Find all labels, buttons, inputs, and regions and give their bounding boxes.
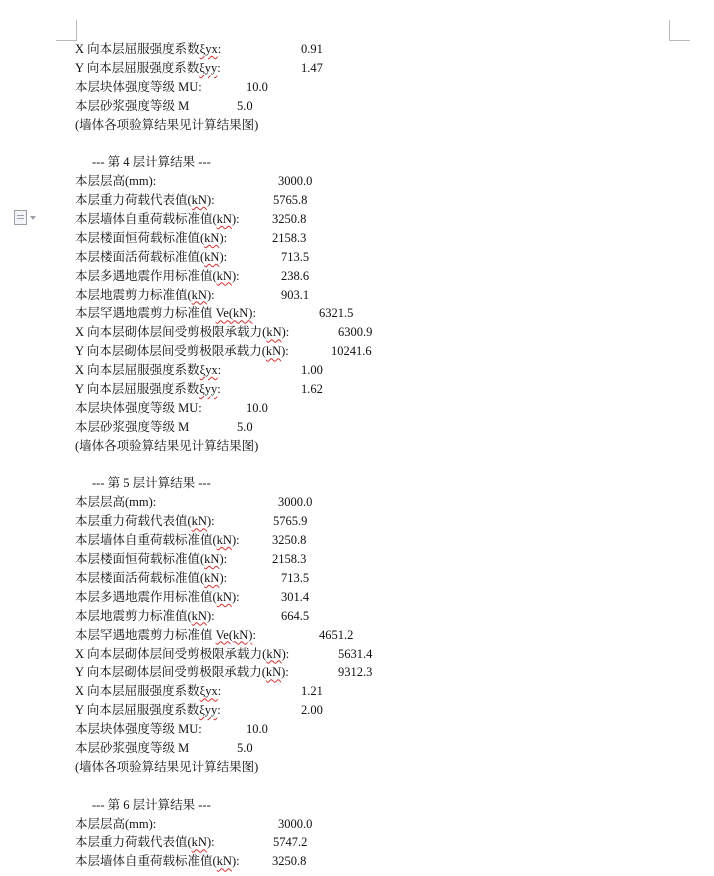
result-label <box>75 550 227 569</box>
spellcheck-underlined-text: kN <box>265 344 282 359</box>
result-label-text: 本层重力荷载代表值( <box>75 193 192 208</box>
result-label-text: 本层墙体自重荷载标准值( <box>75 533 217 548</box>
result-label-suffix: ): <box>281 646 290 661</box>
result-label <box>75 682 221 701</box>
result-line <box>75 116 675 135</box>
result-label-suffix: ): <box>219 570 228 585</box>
result-value: 713.5 <box>281 249 310 264</box>
result-label <box>75 59 221 78</box>
result-line <box>75 97 675 116</box>
result-label <box>75 645 289 664</box>
result-line <box>75 493 675 512</box>
spellcheck-underlined-text: kN <box>266 646 282 661</box>
result-label-suffix: : <box>252 306 256 321</box>
result-value: 0.91 <box>301 42 323 56</box>
result-label <box>75 40 221 59</box>
spellcheck-underlined-text: kN <box>216 589 232 604</box>
result-label-text: 本层块体强度等级 MU: <box>75 722 202 737</box>
result-label-text: X 向本层砌体层间受剪极限承载力( <box>75 646 267 661</box>
spellcheck-underlined-text: ξyy <box>199 60 218 75</box>
result-line <box>75 210 675 229</box>
result-line <box>75 191 675 210</box>
result-label <box>75 172 156 191</box>
result-line <box>75 588 675 607</box>
result-value: 6321.5 <box>319 306 354 321</box>
result-line <box>75 607 675 626</box>
result-value: 10.0 <box>246 79 268 94</box>
result-label <box>75 720 202 739</box>
result-value: 10.0 <box>246 400 268 415</box>
result-label-text: 本层重力荷载代表值( <box>75 835 192 850</box>
result-label <box>75 607 215 626</box>
spellcheck-underlined-text: ξyx <box>199 42 218 56</box>
result-value: 1.47 <box>301 60 323 75</box>
result-value: 5765.8 <box>273 193 308 208</box>
result-line <box>75 569 675 588</box>
result-label <box>75 531 240 550</box>
paragraph-options-button[interactable] <box>14 210 36 225</box>
result-label-text: X 向本层屈服强度系数 <box>75 42 200 56</box>
result-label-text: Y 向本层屈服强度系数 <box>75 60 200 75</box>
spellcheck-underlined-text: Ve(kN) <box>215 306 253 321</box>
spellcheck-underlined-text: ξyy <box>199 703 218 718</box>
blank-line <box>75 777 675 796</box>
result-value: 903.1 <box>281 287 310 302</box>
result-label-suffix: : <box>217 684 222 699</box>
result-label-text: 本层多遇地震作用标准值( <box>75 589 217 604</box>
result-label-text: 本层楼面活荷载标准值( <box>75 570 205 585</box>
result-label-text: Y 向本层砌体层间受剪极限承载力( <box>75 344 266 359</box>
result-line <box>75 304 675 323</box>
result-label <box>75 493 156 512</box>
result-value: 3000.0 <box>278 816 313 831</box>
result-label-text: 本层层高(mm): <box>75 495 157 510</box>
result-label-text: (墙体各项验算结果见计算结果图) <box>75 759 259 774</box>
result-value: 10241.6 <box>331 344 372 359</box>
spellcheck-underlined-text: kN <box>216 854 232 869</box>
result-label-suffix: ): <box>231 589 240 604</box>
result-label-suffix: ): <box>219 230 228 245</box>
result-label-text: 本层砂浆强度等级 M <box>75 740 190 755</box>
result-label <box>75 701 221 720</box>
section-heading <box>75 796 675 815</box>
result-label <box>75 267 240 286</box>
result-value: 3000.0 <box>278 174 313 189</box>
result-label-suffix: ): <box>206 193 215 208</box>
spellcheck-underlined-text: ξyy <box>199 382 218 397</box>
result-label <box>75 399 202 418</box>
result-label-text: 本层罕遇地震剪力标准值 <box>75 627 216 642</box>
result-line <box>75 361 675 380</box>
result-value: 5.0 <box>237 419 253 434</box>
spellcheck-underlined-text: kN <box>204 570 220 585</box>
spellcheck-underlined-text: kN <box>191 835 207 850</box>
result-label-text: X 向本层屈服强度系数 <box>75 363 200 378</box>
result-label-suffix: ): <box>231 268 240 283</box>
result-label-text: 本层砂浆强度等级 M <box>75 419 190 434</box>
result-line <box>75 833 675 852</box>
result-value: 1.21 <box>301 684 323 699</box>
section-heading-text: --- 第 6 层计算结果 --- <box>92 797 211 812</box>
result-label <box>75 852 240 871</box>
result-label-text: 本层层高(mm): <box>75 816 157 831</box>
result-label-text: Y 向本层砌体层间受剪极限承载力( <box>75 665 266 680</box>
result-label-suffix: ): <box>231 854 240 869</box>
result-value: 5.0 <box>237 98 253 113</box>
result-line <box>75 701 675 720</box>
result-label-suffix: : <box>217 42 222 56</box>
result-label-text: 本层块体强度等级 MU: <box>75 400 202 415</box>
result-label-suffix: ): <box>206 835 215 850</box>
document-body <box>75 40 675 871</box>
result-label <box>75 191 215 210</box>
result-value: 5747.2 <box>273 835 308 850</box>
result-value: 3250.8 <box>272 533 307 548</box>
result-value: 664.5 <box>281 608 310 623</box>
result-label <box>75 758 258 777</box>
result-label <box>75 304 256 323</box>
section-heading-text: --- 第 4 层计算结果 --- <box>92 155 211 170</box>
result-value: 1.00 <box>301 363 323 378</box>
result-label-text: 本层层高(mm): <box>75 174 157 189</box>
result-line <box>75 852 675 871</box>
caret-down-icon <box>30 216 36 220</box>
section-heading-text: --- 第 5 层计算结果 --- <box>92 476 211 491</box>
result-label-text: X 向本层砌体层间受剪极限承载力( <box>75 325 267 340</box>
result-label <box>75 437 258 456</box>
spellcheck-underlined-text: kN <box>204 552 220 567</box>
result-label <box>75 97 189 116</box>
result-label-text: X 向本层屈服强度系数 <box>75 684 200 699</box>
result-label-text: 本层地震剪力标准值( <box>75 608 192 623</box>
result-label-suffix: ): <box>206 514 215 529</box>
result-label <box>75 739 189 758</box>
result-label-text: 本层楼面恒荷载标准值( <box>75 230 205 245</box>
result-label-text: 本层砂浆强度等级 M <box>75 98 190 113</box>
result-label-text: 本层墙体自重荷载标准值( <box>75 854 217 869</box>
result-value: 713.5 <box>281 570 310 585</box>
result-line <box>75 815 675 834</box>
result-label-text: (墙体各项验算结果见计算结果图) <box>75 438 259 453</box>
result-line <box>75 267 675 286</box>
spellcheck-underlined-text: kN <box>204 249 220 264</box>
result-label-text: 本层墙体自重荷载标准值( <box>75 212 217 227</box>
result-line <box>75 437 675 456</box>
section-heading <box>75 153 675 172</box>
spellcheck-underlined-text: kN <box>266 325 282 340</box>
spellcheck-underlined-text: kN <box>191 514 207 529</box>
result-line <box>75 78 675 97</box>
result-label-suffix: ): <box>219 552 228 567</box>
result-value: 5631.4 <box>338 646 373 661</box>
result-line <box>75 512 675 531</box>
result-value: 1.62 <box>301 382 323 397</box>
result-label-text: 本层楼面恒荷载标准值( <box>75 552 205 567</box>
result-value: 10.0 <box>246 722 268 737</box>
result-label-suffix: : <box>252 627 256 642</box>
result-line <box>75 248 675 267</box>
result-label-suffix: ): <box>231 212 240 227</box>
result-line <box>75 59 675 78</box>
result-line <box>75 229 675 248</box>
result-line <box>75 626 675 645</box>
result-line <box>75 720 675 739</box>
result-label <box>75 418 189 437</box>
result-label-text: Y 向本层屈服强度系数 <box>75 382 200 397</box>
result-label <box>75 626 256 645</box>
result-label <box>75 569 227 588</box>
result-label <box>75 588 240 607</box>
result-label-text: Y 向本层屈服强度系数 <box>75 703 200 718</box>
result-value: 4651.2 <box>319 627 354 642</box>
result-label <box>75 380 221 399</box>
spellcheck-underlined-text: kN <box>204 230 220 245</box>
spellcheck-underlined-text: kN <box>216 212 232 227</box>
result-label-suffix: ): <box>206 608 215 623</box>
result-line <box>75 758 675 777</box>
result-label <box>75 342 289 361</box>
result-label-suffix: ): <box>231 533 240 548</box>
spellcheck-underlined-text: kN <box>191 608 207 623</box>
document-icon <box>14 210 27 225</box>
spellcheck-underlined-text: kN <box>265 665 282 680</box>
result-label-suffix: ): <box>281 344 289 359</box>
result-value: 2.00 <box>301 703 323 718</box>
result-label <box>75 229 227 248</box>
spellcheck-underlined-text: kN <box>216 533 232 548</box>
result-line <box>75 531 675 550</box>
result-line <box>75 342 675 361</box>
result-line <box>75 323 675 342</box>
result-value: 6300.9 <box>338 325 373 340</box>
result-value: 2158.3 <box>272 230 307 245</box>
result-label <box>75 248 227 267</box>
result-label-suffix: : <box>217 363 222 378</box>
result-label <box>75 815 156 834</box>
spellcheck-underlined-text: ξyx <box>199 363 218 378</box>
result-label-suffix: ): <box>206 287 215 302</box>
result-value: 5765.9 <box>273 514 308 529</box>
result-value: 3250.8 <box>272 212 307 227</box>
result-line <box>75 172 675 191</box>
result-line <box>75 682 675 701</box>
result-label-suffix: ): <box>281 325 290 340</box>
result-label-suffix: : <box>217 382 221 397</box>
result-label-suffix: : <box>217 60 221 75</box>
result-line <box>75 399 675 418</box>
result-line <box>75 550 675 569</box>
result-line <box>75 40 675 59</box>
result-label <box>75 361 221 380</box>
spellcheck-underlined-text: Ve(kN) <box>215 627 253 642</box>
result-label <box>75 833 215 852</box>
result-label <box>75 116 258 135</box>
result-label-text: 本层楼面活荷载标准值( <box>75 249 205 264</box>
result-label <box>75 512 215 531</box>
result-line <box>75 663 675 682</box>
result-value: 5.0 <box>237 740 253 755</box>
result-label-suffix: : <box>217 703 221 718</box>
result-line <box>75 739 675 758</box>
result-value: 3000.0 <box>278 495 313 510</box>
result-label-text: 本层块体强度等级 MU: <box>75 79 202 94</box>
result-label-text: 本层地震剪力标准值( <box>75 287 192 302</box>
result-label-text: 本层多遇地震作用标准值( <box>75 268 217 283</box>
result-label-text: 本层罕遇地震剪力标准值 <box>75 306 216 321</box>
result-line <box>75 645 675 664</box>
result-value: 238.6 <box>281 268 310 283</box>
result-value: 301.4 <box>281 589 310 604</box>
spellcheck-underlined-text: kN <box>191 193 207 208</box>
result-line <box>75 418 675 437</box>
result-label <box>75 210 240 229</box>
result-label <box>75 286 215 305</box>
page-corner-mark-top-left <box>56 20 77 41</box>
result-value: 3250.8 <box>272 854 307 869</box>
result-label <box>75 323 289 342</box>
blank-line <box>75 456 675 475</box>
result-label-suffix: ): <box>281 665 289 680</box>
result-label <box>75 78 202 97</box>
spellcheck-underlined-text: kN <box>216 268 232 283</box>
page-corner-mark-top-right <box>669 20 690 41</box>
result-label <box>75 663 289 682</box>
result-label-text: 本层重力荷载代表值( <box>75 514 192 529</box>
section-heading <box>75 474 675 493</box>
result-label-text: (墙体各项验算结果见计算结果图) <box>75 117 259 132</box>
result-value: 9312.3 <box>338 665 373 680</box>
spellcheck-underlined-text: kN <box>191 287 207 302</box>
result-line <box>75 380 675 399</box>
result-label-suffix: ): <box>219 249 228 264</box>
blank-line <box>75 134 675 153</box>
spellcheck-underlined-text: ξyx <box>199 684 218 699</box>
result-line <box>75 286 675 305</box>
result-value: 2158.3 <box>272 552 307 567</box>
